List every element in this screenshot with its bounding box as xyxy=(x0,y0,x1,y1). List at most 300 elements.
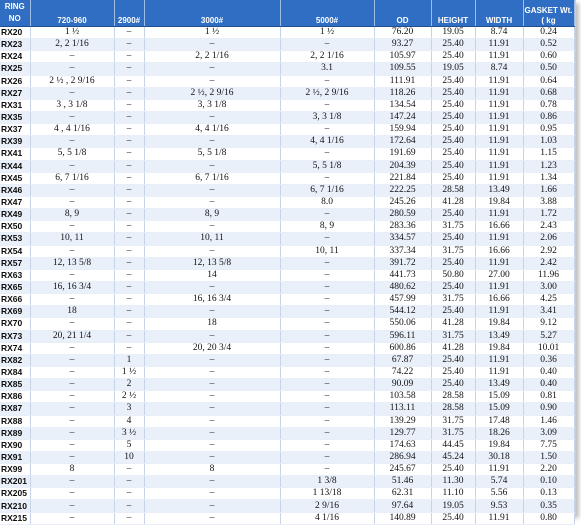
table-row xyxy=(0,403,574,415)
class-3000-cell: – xyxy=(144,366,280,378)
height-cell: 45.24 xyxy=(431,451,475,463)
class-5000-cell: – xyxy=(280,403,374,415)
class-2900-cell: – xyxy=(114,209,144,221)
width-cell: 11.91 xyxy=(475,172,523,184)
class-5000-cell: – xyxy=(280,294,374,306)
gasket-weight-cell: 0.80 xyxy=(523,512,574,524)
height-cell: 28.58 xyxy=(431,391,475,403)
ring-no-cell: RX89 xyxy=(0,427,30,439)
table-row xyxy=(0,366,574,378)
gasket-weight-cell: 2.43 xyxy=(523,221,574,233)
ring-no-cell: RX86 xyxy=(0,391,30,403)
table-row xyxy=(0,269,574,281)
height-cell: 31.75 xyxy=(431,415,475,427)
class-5000-cell: – xyxy=(280,354,374,366)
gasket-weight-cell: 0.36 xyxy=(523,354,574,366)
ring-no-cell: RX82 xyxy=(0,354,30,366)
class-5000-cell: 8, 9 xyxy=(280,221,374,233)
od-cell: 67.87 xyxy=(374,354,431,366)
class-5000-cell: 5, 5 1/8 xyxy=(280,160,374,172)
width-cell: 13.49 xyxy=(475,379,523,391)
header-5000: 5000# xyxy=(280,0,374,27)
class-2900-cell: – xyxy=(114,27,144,39)
ring-no-cell: RX69 xyxy=(0,306,30,318)
gasket-weight-cell: 2.42 xyxy=(523,257,574,269)
height-cell: 11.30 xyxy=(431,476,475,488)
table-row xyxy=(0,27,574,39)
class-5000-cell: – xyxy=(280,209,374,221)
height-cell: 25.40 xyxy=(431,281,475,293)
width-cell: 11.91 xyxy=(475,257,523,269)
height-cell: 25.40 xyxy=(431,160,475,172)
table-row xyxy=(0,136,574,148)
class-5000-cell: – xyxy=(280,233,374,245)
gasket-weight-cell: 11.96 xyxy=(523,269,574,281)
class-720-960-cell: – xyxy=(30,196,114,208)
width-cell: 18.26 xyxy=(475,427,523,439)
class-720-960-cell: – xyxy=(30,269,114,281)
od-cell: 147.24 xyxy=(374,111,431,123)
gasket-weight-cell: 0.78 xyxy=(523,99,574,111)
table-row xyxy=(0,451,574,463)
table-row xyxy=(0,476,574,488)
gasket-weight-cell: 9.12 xyxy=(523,318,574,330)
ring-no-cell: RX88 xyxy=(0,415,30,427)
class-2900-cell: – xyxy=(114,500,144,512)
ring-no-cell: RX39 xyxy=(0,136,30,148)
class-720-960-cell: – xyxy=(30,160,114,172)
class-5000-cell: 2 9/16 xyxy=(280,500,374,512)
od-cell: 280.59 xyxy=(374,209,431,221)
class-720-960-cell: – xyxy=(30,439,114,451)
ring-no-cell: RX85 xyxy=(0,379,30,391)
od-cell: 480.62 xyxy=(374,281,431,293)
class-3000-cell: – xyxy=(144,451,280,463)
class-3000-cell: – xyxy=(144,221,280,233)
class-3000-cell: 4, 4 1/16 xyxy=(144,124,280,136)
gasket-weight-cell: 0.64 xyxy=(523,75,574,87)
class-720-960-cell: – xyxy=(30,87,114,99)
class-2900-cell: 2 xyxy=(114,379,144,391)
class-3000-cell: – xyxy=(144,196,280,208)
od-cell: 174.63 xyxy=(374,439,431,451)
class-2900-cell: 3 ½ xyxy=(114,427,144,439)
class-3000-cell: – xyxy=(144,306,280,318)
class-2900-cell: – xyxy=(114,342,144,354)
gasket-weight-cell: 0.95 xyxy=(523,124,574,136)
height-cell: 25.40 xyxy=(431,99,475,111)
height-cell: 19.05 xyxy=(431,500,475,512)
class-3000-cell: – xyxy=(144,330,280,342)
width-cell: 15.09 xyxy=(475,391,523,403)
height-cell: 25.40 xyxy=(431,354,475,366)
width-cell: 8.74 xyxy=(475,27,523,39)
height-cell: 25.40 xyxy=(431,464,475,476)
class-720-960-cell: – xyxy=(30,403,114,415)
width-cell: 11.91 xyxy=(475,51,523,63)
height-cell: 19.05 xyxy=(431,63,475,75)
table-row xyxy=(0,63,574,75)
width-cell: 9.53 xyxy=(475,500,523,512)
table-row xyxy=(0,245,574,257)
ring-no-cell: RX24 xyxy=(0,51,30,63)
class-5000-cell: 3, 3 1/8 xyxy=(280,111,374,123)
class-5000-cell: – xyxy=(280,318,374,330)
class-2900-cell: – xyxy=(114,172,144,184)
od-cell: 62.31 xyxy=(374,488,431,500)
table-row xyxy=(0,488,574,500)
class-720-960-cell: – xyxy=(30,51,114,63)
header-row xyxy=(0,0,574,27)
class-720-960-cell: 2, 2 1/16 xyxy=(30,39,114,51)
gasket-weight-cell: 0.90 xyxy=(523,403,574,415)
class-3000-cell: – xyxy=(144,512,280,524)
class-3000-cell: 8, 9 xyxy=(144,209,280,221)
height-cell: 25.40 xyxy=(431,172,475,184)
od-cell: 600.86 xyxy=(374,342,431,354)
width-cell: 16.66 xyxy=(475,245,523,257)
height-cell: 28.58 xyxy=(431,403,475,415)
class-5000-cell: 3.1 xyxy=(280,63,374,75)
class-3000-cell: 6, 7 1/16 xyxy=(144,172,280,184)
class-5000-cell: – xyxy=(280,75,374,87)
table-row xyxy=(0,342,574,354)
height-cell: 25.40 xyxy=(431,366,475,378)
gasket-weight-cell: 5.27 xyxy=(523,330,574,342)
gasket-weight-cell: 1.03 xyxy=(523,136,574,148)
height-cell: 25.40 xyxy=(431,257,475,269)
ring-no-cell: RX50 xyxy=(0,221,30,233)
gasket-weight-cell: 1.46 xyxy=(523,415,574,427)
class-720-960-cell: 2 ½ , 2 9/16 xyxy=(30,75,114,87)
class-5000-cell: – xyxy=(280,330,374,342)
table-row xyxy=(0,330,574,342)
class-2900-cell: – xyxy=(114,87,144,99)
header-height: HEIGHT xyxy=(431,0,475,27)
od-cell: 391.72 xyxy=(374,257,431,269)
class-720-960-cell: – xyxy=(30,354,114,366)
gasket-weight-cell: 2.06 xyxy=(523,233,574,245)
height-cell: 25.40 xyxy=(431,39,475,51)
class-5000-cell: – xyxy=(280,439,374,451)
width-cell: 11.91 xyxy=(475,39,523,51)
class-720-960-cell: 12, 13 5/8 xyxy=(30,257,114,269)
width-cell: 19.84 xyxy=(475,318,523,330)
ring-no-cell: RX91 xyxy=(0,451,30,463)
table-row xyxy=(0,209,574,221)
od-cell: 245.26 xyxy=(374,196,431,208)
class-3000-cell: 12, 13 5/8 xyxy=(144,257,280,269)
class-3000-cell: 10, 11 xyxy=(144,233,280,245)
width-cell: 16.66 xyxy=(475,294,523,306)
class-5000-cell: 1 3/8 xyxy=(280,476,374,488)
gasket-weight-cell: 3.00 xyxy=(523,281,574,293)
table-header xyxy=(0,0,574,27)
class-3000-cell: – xyxy=(144,476,280,488)
height-cell: 41.28 xyxy=(431,196,475,208)
class-2900-cell: – xyxy=(114,99,144,111)
class-720-960-cell: – xyxy=(30,221,114,233)
height-cell: 31.75 xyxy=(431,294,475,306)
width-cell: 11.91 xyxy=(475,111,523,123)
class-5000-cell: – xyxy=(280,257,374,269)
height-cell: 44.45 xyxy=(431,439,475,451)
gasket-weight-cell: 7.75 xyxy=(523,439,574,451)
class-720-960-cell: – xyxy=(30,488,114,500)
ring-no-cell: RX35 xyxy=(0,111,30,123)
class-720-960-cell: – xyxy=(30,500,114,512)
header-2900: 2900# xyxy=(114,0,144,27)
height-cell: 25.40 xyxy=(431,379,475,391)
class-720-960-cell: – xyxy=(30,136,114,148)
ring-no-cell: RX54 xyxy=(0,245,30,257)
ring-no-cell: RX70 xyxy=(0,318,30,330)
class-5000-cell: – xyxy=(280,124,374,136)
ring-no-cell: RX53 xyxy=(0,233,30,245)
class-720-960-cell: – xyxy=(30,391,114,403)
class-720-960-cell: 8 xyxy=(30,464,114,476)
table-row xyxy=(0,294,574,306)
width-cell: 11.91 xyxy=(475,148,523,160)
class-2900-cell: – xyxy=(114,330,144,342)
class-3000-cell: – xyxy=(144,500,280,512)
gasket-weight-cell: 0.13 xyxy=(523,488,574,500)
height-cell: 25.40 xyxy=(431,87,475,99)
height-cell: 25.40 xyxy=(431,233,475,245)
class-3000-cell: – xyxy=(144,379,280,391)
width-cell: 11.91 xyxy=(475,87,523,99)
header-width: WIDTH xyxy=(475,0,523,27)
od-cell: 105.97 xyxy=(374,51,431,63)
class-720-960-cell: – xyxy=(30,476,114,488)
table-row xyxy=(0,75,574,87)
od-cell: 544.12 xyxy=(374,306,431,318)
gasket-weight-cell: 0.52 xyxy=(523,39,574,51)
width-cell: 11.91 xyxy=(475,124,523,136)
class-5000-cell: – xyxy=(280,269,374,281)
class-2900-cell: – xyxy=(114,245,144,257)
width-cell: 11.91 xyxy=(475,99,523,111)
class-5000-cell: – xyxy=(280,427,374,439)
ring-no-cell: RX99 xyxy=(0,464,30,476)
od-cell: 221.84 xyxy=(374,172,431,184)
class-720-960-cell: – xyxy=(30,379,114,391)
table-row xyxy=(0,281,574,293)
class-3000-cell: – xyxy=(144,245,280,257)
class-5000-cell: 1 ½ xyxy=(280,27,374,39)
class-720-960-cell: 20, 21 1/4 xyxy=(30,330,114,342)
class-5000-cell: – xyxy=(280,281,374,293)
table-row xyxy=(0,354,574,366)
class-720-960-cell: 5, 5 1/8 xyxy=(30,148,114,160)
class-3000-cell: – xyxy=(144,75,280,87)
width-cell: 11.91 xyxy=(475,160,523,172)
ring-no-cell: RX201 xyxy=(0,476,30,488)
table-row xyxy=(0,196,574,208)
height-cell: 25.40 xyxy=(431,136,475,148)
od-cell: 283.36 xyxy=(374,221,431,233)
class-5000-cell: – xyxy=(280,148,374,160)
class-3000-cell: – xyxy=(144,415,280,427)
class-5000-cell: – xyxy=(280,464,374,476)
od-cell: 103.58 xyxy=(374,391,431,403)
gasket-weight-cell: 4.25 xyxy=(523,294,574,306)
gasket-weight-cell: 1.23 xyxy=(523,160,574,172)
table-row xyxy=(0,160,574,172)
gasket-weight-cell: 3.88 xyxy=(523,196,574,208)
gasket-weight-cell: 0.81 xyxy=(523,391,574,403)
class-2900-cell: – xyxy=(114,318,144,330)
gasket-weight-cell: 0.35 xyxy=(523,500,574,512)
od-cell: 93.27 xyxy=(374,39,431,51)
class-5000-cell: 8.0 xyxy=(280,196,374,208)
gasket-weight-cell: 0.86 xyxy=(523,111,574,123)
gasket-weight-cell: 0.10 xyxy=(523,476,574,488)
class-3000-cell: 16, 16 3/4 xyxy=(144,294,280,306)
class-720-960-cell: 3 , 3 1/8 xyxy=(30,99,114,111)
width-cell: 19.84 xyxy=(475,439,523,451)
class-720-960-cell: – xyxy=(30,63,114,75)
class-3000-cell: 20, 20 3/4 xyxy=(144,342,280,354)
class-2900-cell: – xyxy=(114,488,144,500)
od-cell: 457.99 xyxy=(374,294,431,306)
class-5000-cell: – xyxy=(280,391,374,403)
ring-no-cell: RX27 xyxy=(0,87,30,99)
table-row xyxy=(0,221,574,233)
width-cell: 5.74 xyxy=(475,476,523,488)
od-cell: 441.73 xyxy=(374,269,431,281)
class-2900-cell: 10 xyxy=(114,451,144,463)
gasket-weight-cell: 2.92 xyxy=(523,245,574,257)
class-2900-cell: – xyxy=(114,257,144,269)
gasket-weight-cell: 0.24 xyxy=(523,27,574,39)
class-2900-cell: – xyxy=(114,476,144,488)
class-720-960-cell: 4 , 4 1/16 xyxy=(30,124,114,136)
ring-no-cell: RX215 xyxy=(0,512,30,524)
od-cell: 113.11 xyxy=(374,403,431,415)
od-cell: 76.20 xyxy=(374,27,431,39)
class-3000-cell: – xyxy=(144,488,280,500)
class-720-960-cell: 1 ½ xyxy=(30,27,114,39)
class-720-960-cell: – xyxy=(30,512,114,524)
class-2900-cell: – xyxy=(114,51,144,63)
ring-no-cell: RX47 xyxy=(0,196,30,208)
table-row xyxy=(0,379,574,391)
height-cell: 11.10 xyxy=(431,488,475,500)
header-gasket-weight: GASKET Wt. ( kg xyxy=(523,0,574,27)
height-cell: 31.75 xyxy=(431,427,475,439)
gasket-weight-cell: 3.41 xyxy=(523,306,574,318)
class-3000-cell: – xyxy=(144,184,280,196)
width-cell: 11.91 xyxy=(475,209,523,221)
width-cell: 11.91 xyxy=(475,136,523,148)
class-2900-cell: 4 xyxy=(114,415,144,427)
class-5000-cell: – xyxy=(280,379,374,391)
od-cell: 334.57 xyxy=(374,233,431,245)
ring-no-cell: RX41 xyxy=(0,148,30,160)
class-5000-cell: – xyxy=(280,39,374,51)
height-cell: 41.28 xyxy=(431,318,475,330)
ring-no-cell: RX45 xyxy=(0,172,30,184)
width-cell: 8.74 xyxy=(475,63,523,75)
ring-no-cell: RX205 xyxy=(0,488,30,500)
ring-no-cell: RX37 xyxy=(0,124,30,136)
width-cell: 11.91 xyxy=(475,354,523,366)
od-cell: 245.67 xyxy=(374,464,431,476)
width-cell: 11.91 xyxy=(475,75,523,87)
ring-no-cell: RX25 xyxy=(0,63,30,75)
width-cell: 13.49 xyxy=(475,184,523,196)
width-cell: 11.91 xyxy=(475,306,523,318)
od-cell: 74.22 xyxy=(374,366,431,378)
class-5000-cell: 1 13/18 xyxy=(280,488,374,500)
ring-no-cell: RX87 xyxy=(0,403,30,415)
class-720-960-cell: – xyxy=(30,451,114,463)
ring-no-cell: RX63 xyxy=(0,269,30,281)
class-720-960-cell: – xyxy=(30,427,114,439)
od-cell: 90.09 xyxy=(374,379,431,391)
class-3000-cell: – xyxy=(144,281,280,293)
ring-no-cell: RX26 xyxy=(0,75,30,87)
class-2900-cell: – xyxy=(114,75,144,87)
gasket-weight-cell: 2.20 xyxy=(523,464,574,476)
class-2900-cell: – xyxy=(114,269,144,281)
od-cell: 172.64 xyxy=(374,136,431,148)
class-720-960-cell: – xyxy=(30,366,114,378)
class-3000-cell: – xyxy=(144,160,280,172)
table-row xyxy=(0,124,574,136)
table-row xyxy=(0,512,574,524)
table-row xyxy=(0,184,574,196)
class-720-960-cell: – xyxy=(30,184,114,196)
class-2900-cell: – xyxy=(114,464,144,476)
ring-no-cell: RX23 xyxy=(0,39,30,51)
class-720-960-cell: – xyxy=(30,415,114,427)
table-row xyxy=(0,51,574,63)
class-3000-cell: 5, 5 1/8 xyxy=(144,148,280,160)
width-cell: 19.84 xyxy=(475,196,523,208)
height-cell: 25.40 xyxy=(431,512,475,524)
od-cell: 97.64 xyxy=(374,500,431,512)
table-row xyxy=(0,318,574,330)
header-720-960: 720-960 xyxy=(30,0,114,27)
header-ring-no: RING NO xyxy=(0,0,30,27)
table-row xyxy=(0,464,574,476)
class-3000-cell: – xyxy=(144,136,280,148)
class-2900-cell: – xyxy=(114,184,144,196)
class-720-960-cell: 16, 16 3/4 xyxy=(30,281,114,293)
class-5000-cell: – xyxy=(280,306,374,318)
height-cell: 31.75 xyxy=(431,330,475,342)
gasket-weight-cell: 1.66 xyxy=(523,184,574,196)
class-5000-cell: – xyxy=(280,451,374,463)
od-cell: 140.89 xyxy=(374,512,431,524)
class-3000-cell: 3, 3 1/8 xyxy=(144,99,280,111)
ring-no-cell: RX57 xyxy=(0,257,30,269)
od-cell: 159.94 xyxy=(374,124,431,136)
height-cell: 19.05 xyxy=(431,27,475,39)
class-3000-cell: – xyxy=(144,111,280,123)
table-row xyxy=(0,500,574,512)
table-row xyxy=(0,172,574,184)
class-720-960-cell: – xyxy=(30,111,114,123)
class-2900-cell: – xyxy=(114,294,144,306)
class-3000-cell: 2, 2 1/16 xyxy=(144,51,280,63)
class-2900-cell: 1 xyxy=(114,354,144,366)
table-row xyxy=(0,233,574,245)
od-cell: 134.54 xyxy=(374,99,431,111)
od-cell: 129.77 xyxy=(374,427,431,439)
